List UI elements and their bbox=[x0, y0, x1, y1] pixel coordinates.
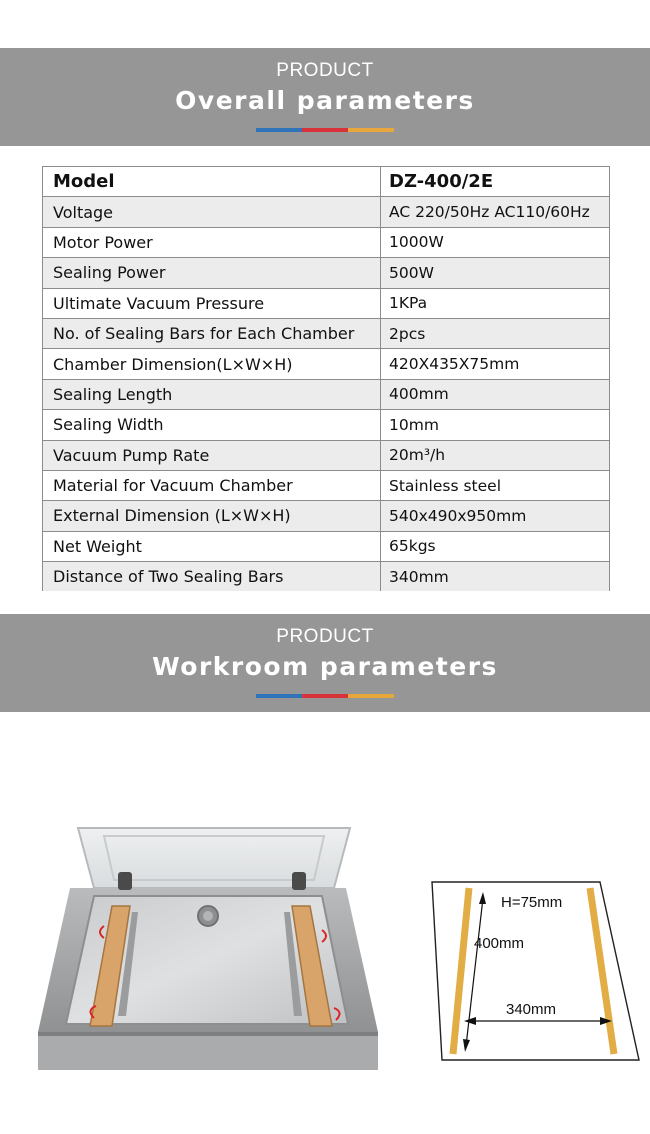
row-label: Voltage bbox=[43, 197, 381, 227]
accent-bar-red bbox=[302, 128, 348, 132]
row-label: Chamber Dimension(L×W×H) bbox=[43, 349, 381, 379]
parameters-table bbox=[42, 166, 610, 591]
accent-bar-blue bbox=[256, 694, 302, 698]
row-value: 10mm bbox=[381, 410, 610, 440]
table-row bbox=[43, 258, 610, 288]
banner-title: Workroom parameters bbox=[152, 652, 498, 681]
row-label: Motor Power bbox=[43, 227, 381, 257]
row-value: 2pcs bbox=[381, 318, 610, 348]
distance-label: 340mm bbox=[506, 1001, 557, 1018]
row-label: Sealing Power bbox=[43, 258, 381, 288]
header-label: Model bbox=[43, 167, 381, 197]
table-row bbox=[43, 470, 610, 500]
row-value: 20m³/h bbox=[381, 440, 610, 470]
row-label: Sealing Length bbox=[43, 379, 381, 409]
section-banner-workroom bbox=[0, 614, 650, 712]
row-value: 1KPa bbox=[381, 288, 610, 318]
table-row bbox=[43, 318, 610, 348]
row-label: Ultimate Vacuum Pressure bbox=[43, 288, 381, 318]
table-header-row bbox=[43, 167, 610, 197]
length-label: 400mm bbox=[474, 935, 525, 952]
banner-kicker: PRODUCT bbox=[276, 60, 374, 81]
row-value: AC 220/50Hz AC110/60Hz bbox=[381, 197, 610, 227]
banner-kicker: PRODUCT bbox=[276, 626, 374, 647]
accent-bar bbox=[256, 128, 394, 132]
row-value: Stainless steel bbox=[381, 470, 610, 500]
table-row bbox=[43, 531, 610, 561]
row-label: Vacuum Pump Rate bbox=[43, 440, 381, 470]
workroom-dimension-diagram bbox=[426, 880, 640, 1064]
table-row bbox=[43, 501, 610, 531]
vacuum-chamber-photo bbox=[34, 826, 380, 1070]
table-row bbox=[43, 440, 610, 470]
row-value: 500W bbox=[381, 258, 610, 288]
row-label: Material for Vacuum Chamber bbox=[43, 470, 381, 500]
row-label: External Dimension (L×W×H) bbox=[43, 501, 381, 531]
section-banner-overall bbox=[0, 48, 650, 146]
row-value: 340mm bbox=[381, 562, 610, 592]
row-label: Sealing Width bbox=[43, 410, 381, 440]
row-label: No. of Sealing Bars for Each Chamber bbox=[43, 318, 381, 348]
table-row bbox=[43, 288, 610, 318]
table-row bbox=[43, 227, 610, 257]
height-label: H=75mm bbox=[501, 894, 563, 911]
row-label: Net Weight bbox=[43, 531, 381, 561]
table-row bbox=[43, 410, 610, 440]
accent-bar-orange bbox=[348, 128, 394, 132]
accent-bar bbox=[256, 694, 394, 698]
header-value: DZ-400/2E bbox=[381, 167, 610, 197]
table-row bbox=[43, 562, 610, 592]
accent-bar-red bbox=[302, 694, 348, 698]
table-row bbox=[43, 197, 610, 227]
row-value: 420X435X75mm bbox=[381, 349, 610, 379]
banner-title: Overall parameters bbox=[175, 86, 475, 115]
row-value: 540x490x950mm bbox=[381, 501, 610, 531]
table-row bbox=[43, 379, 610, 409]
table-row bbox=[43, 349, 610, 379]
row-value: 65kgs bbox=[381, 531, 610, 561]
accent-bar-orange bbox=[348, 694, 394, 698]
row-value: 400mm bbox=[381, 379, 610, 409]
accent-bar-blue bbox=[256, 128, 302, 132]
row-label: Distance of Two Sealing Bars bbox=[43, 562, 381, 592]
row-value: 1000W bbox=[381, 227, 610, 257]
